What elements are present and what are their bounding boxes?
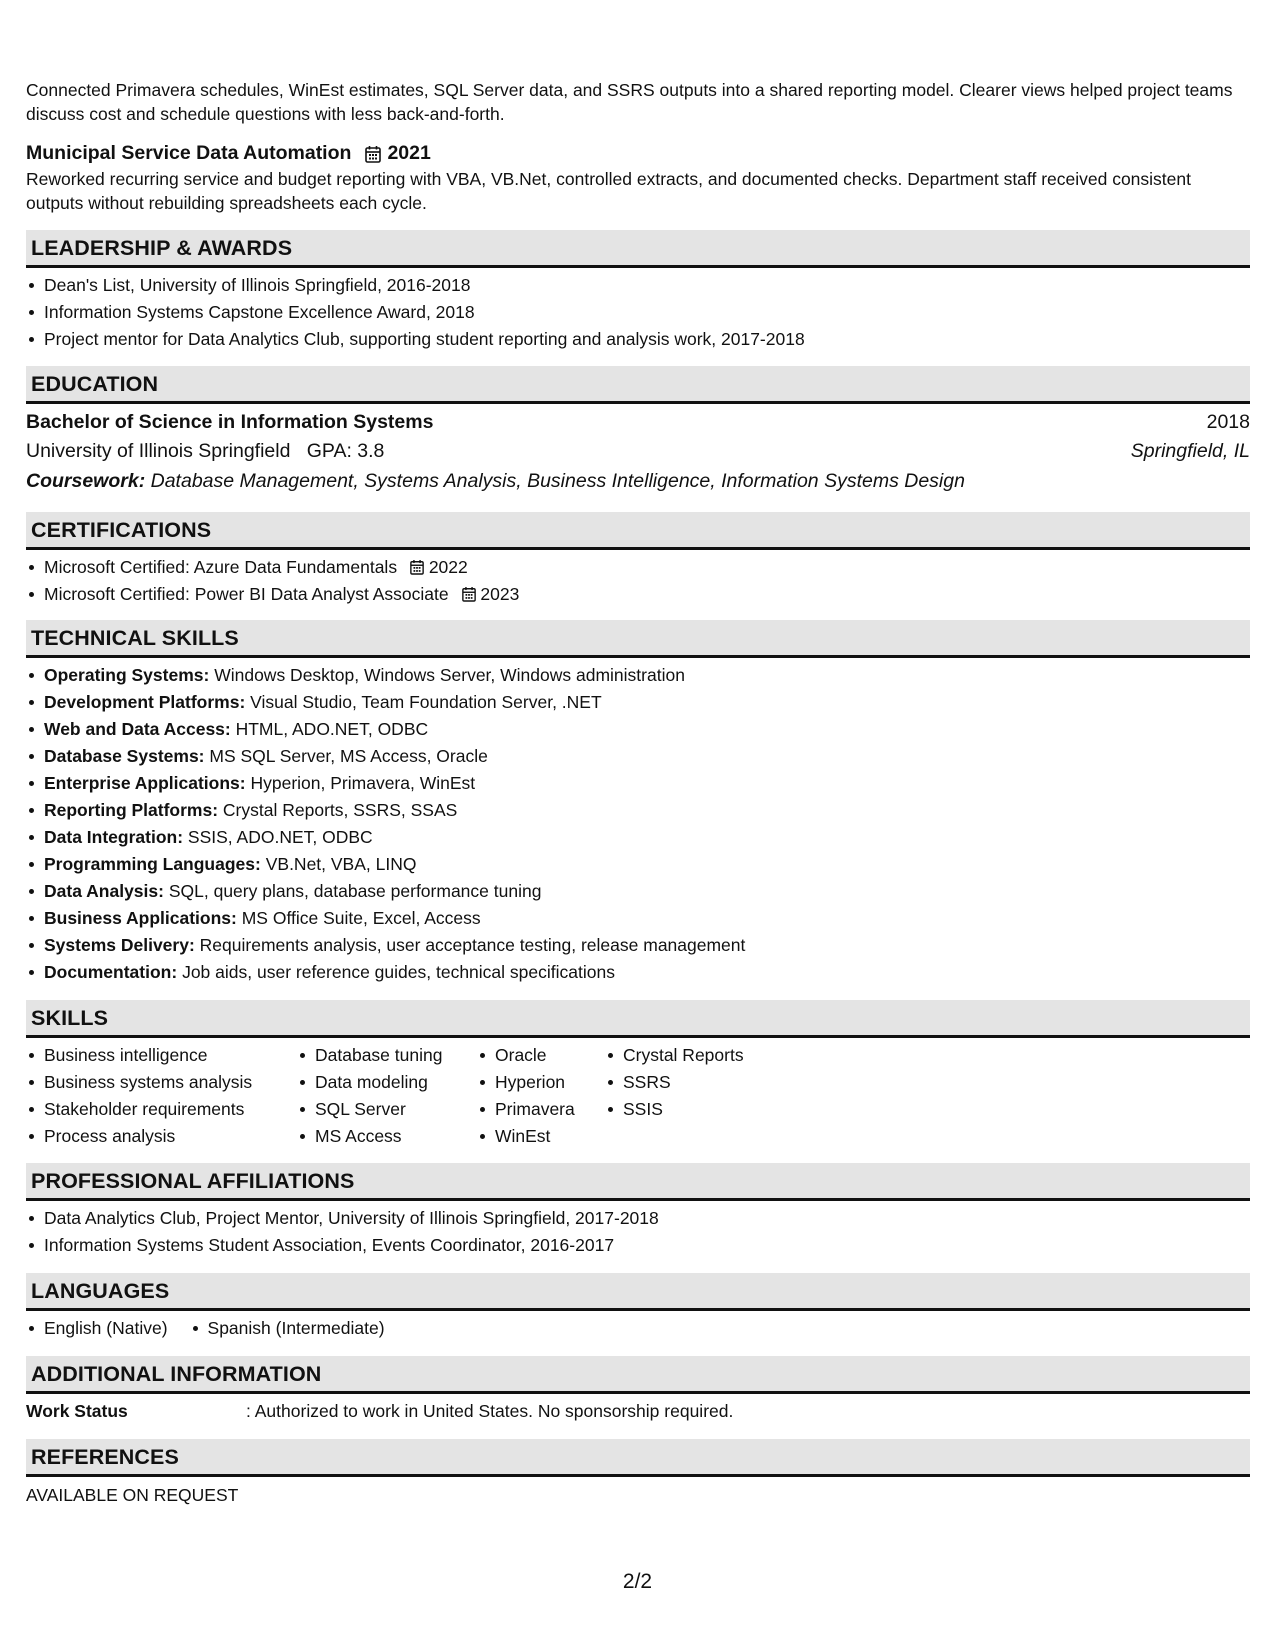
list-item: Project mentor for Data Analytics Club, supporting student reporting and analysis work, 2017-2018 bbox=[26, 326, 1250, 353]
skill-value: MS SQL Server, MS Access, Oracle bbox=[209, 746, 488, 767]
project-title-row bbox=[26, 139, 1250, 167]
coursework-list: Database Management, Systems Analysis, Business Intelligence, Information Systems Design bbox=[150, 470, 965, 493]
calendar-icon bbox=[462, 586, 476, 602]
education-school-row bbox=[26, 437, 1250, 466]
skill-row bbox=[26, 851, 1250, 878]
skill-row bbox=[26, 797, 1250, 824]
coursework-label: Coursework: bbox=[26, 470, 146, 493]
list-item: Hyperion bbox=[477, 1069, 605, 1096]
list-item: Process analysis bbox=[26, 1123, 297, 1150]
skill-label: Operating Systems: bbox=[44, 665, 210, 686]
skill-value: Windows Desktop, Windows Server, Windows administration bbox=[214, 665, 685, 686]
list-item: Spanish (Intermediate) bbox=[190, 1315, 385, 1342]
skill-value: Hyperion, Primavera, WinEst bbox=[250, 773, 476, 794]
skill-label: Web and Data Access: bbox=[44, 719, 231, 740]
skill-value: SSIS, ADO.NET, ODBC bbox=[187, 827, 373, 848]
list-item: Database tuning bbox=[297, 1042, 477, 1069]
list-item: Stakeholder requirements bbox=[26, 1096, 297, 1123]
page-number: 2/2 bbox=[622, 1570, 653, 1593]
project-year: 2021 bbox=[387, 141, 431, 164]
resume-page bbox=[26, 0, 1250, 1510]
technical-skills-list bbox=[26, 662, 1250, 986]
skill-value: Job aids, user reference guides, technical specifications bbox=[182, 962, 615, 983]
skills-column bbox=[477, 1042, 605, 1150]
list-item: WinEst bbox=[477, 1123, 605, 1150]
skills-columns bbox=[26, 1042, 1250, 1150]
skill-label: Business Applications: bbox=[44, 908, 237, 929]
skill-label: Documentation: bbox=[44, 962, 178, 983]
certification-year: 2022 bbox=[428, 557, 468, 578]
certifications-list bbox=[26, 554, 1250, 608]
skill-row bbox=[26, 824, 1250, 851]
skill-value: SQL, query plans, database performance tuning bbox=[168, 881, 542, 902]
work-status-row bbox=[26, 1396, 1250, 1426]
list-item: Information Systems Student Association, Events Coordinator, 2016-2017 bbox=[26, 1232, 1250, 1259]
skill-value: Requirements analysis, user acceptance testing, release management bbox=[199, 935, 746, 956]
list-item: Primavera bbox=[477, 1096, 605, 1123]
skill-row bbox=[26, 932, 1250, 959]
list-item: SSRS bbox=[605, 1069, 805, 1096]
section-heading-education: EDUCATION bbox=[26, 366, 1250, 404]
list-item: SQL Server bbox=[297, 1096, 477, 1123]
affiliations-list bbox=[26, 1205, 1250, 1259]
certification-name: Microsoft Certified: Azure Data Fundamentals bbox=[44, 557, 398, 578]
skill-row bbox=[26, 689, 1250, 716]
list-item: SSIS bbox=[605, 1096, 805, 1123]
skill-label: Reporting Platforms: bbox=[44, 800, 219, 821]
work-status-value: : Authorized to work in United States. No sponsorship required. bbox=[246, 1401, 734, 1422]
section-heading-affiliations: PROFESSIONAL AFFILIATIONS bbox=[26, 1163, 1250, 1201]
skill-value: MS Office Suite, Excel, Access bbox=[241, 908, 481, 929]
skill-value: HTML, ADO.NET, ODBC bbox=[235, 719, 429, 740]
skill-row bbox=[26, 959, 1250, 986]
skill-label: Systems Delivery: bbox=[44, 935, 195, 956]
skill-label: Data Analysis: bbox=[44, 881, 164, 902]
list-item: Dean's List, University of Illinois Springfield, 2016-2018 bbox=[26, 272, 1250, 299]
graduation-year: 2018 bbox=[1206, 411, 1250, 434]
list-item: Oracle bbox=[477, 1042, 605, 1069]
list-item: Business systems analysis bbox=[26, 1069, 297, 1096]
calendar-icon bbox=[365, 145, 379, 161]
degree: Bachelor of Science in Information Systems bbox=[26, 411, 434, 434]
project-description-previous: Connected Primavera schedules, WinEst estimates, SQL Server data, and SSRS outputs into a shared reporting model. Clearer views helped project teams discuss cost and schedule questions with less back-and-forth. bbox=[26, 80, 1233, 124]
skill-label: Data Integration: bbox=[44, 827, 184, 848]
project-title: Municipal Service Data Automation bbox=[26, 141, 352, 164]
list-item: Business intelligence bbox=[26, 1042, 297, 1069]
project-description: Reworked recurring service and budget reporting with VBA, VB.Net, controlled extracts, and documented checks. Department staff received consistent outputs without rebuilding spreadsheets each cycle. bbox=[26, 169, 1191, 213]
certification-item bbox=[26, 554, 1250, 581]
skill-row bbox=[26, 662, 1250, 689]
references-text: AVAILABLE ON REQUEST bbox=[26, 1485, 239, 1506]
section-heading-technical-skills: TECHNICAL SKILLS bbox=[26, 620, 1250, 658]
skills-column bbox=[605, 1042, 805, 1150]
section-heading-certifications: CERTIFICATIONS bbox=[26, 512, 1250, 550]
coursework bbox=[26, 466, 1250, 496]
certification-year: 2023 bbox=[480, 584, 520, 605]
section-heading-skills: SKILLS bbox=[26, 1000, 1250, 1038]
skills-column bbox=[297, 1042, 477, 1150]
skill-value: Crystal Reports, SSRS, SSAS bbox=[222, 800, 458, 821]
list-item: Crystal Reports bbox=[605, 1042, 805, 1069]
list-item: English (Native) bbox=[26, 1315, 168, 1342]
work-status-label: Work Status bbox=[26, 1401, 128, 1422]
skill-row bbox=[26, 878, 1250, 905]
skill-value: VB.Net, VBA, LINQ bbox=[265, 854, 417, 875]
gpa: GPA: 3.8 bbox=[306, 440, 385, 463]
list-item: Information Systems Capstone Excellence Award, 2018 bbox=[26, 299, 1250, 326]
leadership-list bbox=[26, 272, 1250, 352]
skill-label: Enterprise Applications: bbox=[44, 773, 246, 794]
certification-name: Microsoft Certified: Power BI Data Analyst Associate bbox=[44, 584, 449, 605]
school-location: Springfield, IL bbox=[1130, 440, 1250, 463]
school-name: University of Illinois Springfield bbox=[26, 440, 291, 463]
section-heading-references: REFERENCES bbox=[26, 1439, 1250, 1477]
skill-label: Database Systems: bbox=[44, 746, 205, 767]
section-heading-additional: ADDITIONAL INFORMATION bbox=[26, 1356, 1250, 1394]
skills-column bbox=[26, 1042, 297, 1150]
skill-row bbox=[26, 716, 1250, 743]
skill-row bbox=[26, 743, 1250, 770]
skill-label: Programming Languages: bbox=[44, 854, 261, 875]
skill-value: Visual Studio, Team Foundation Server, .NET bbox=[250, 692, 602, 713]
section-heading-leadership: LEADERSHIP & AWARDS bbox=[26, 230, 1250, 268]
section-heading-languages: LANGUAGES bbox=[26, 1273, 1250, 1311]
skill-row bbox=[26, 770, 1250, 797]
list-item: MS Access bbox=[297, 1123, 477, 1150]
skill-row bbox=[26, 905, 1250, 932]
skill-label: Development Platforms: bbox=[44, 692, 246, 713]
list-item: Data modeling bbox=[297, 1069, 477, 1096]
certification-item bbox=[26, 581, 1250, 608]
calendar-icon bbox=[410, 559, 424, 575]
education-degree-row bbox=[26, 408, 1250, 437]
list-item: Data Analytics Club, Project Mentor, University of Illinois Springfield, 2017-2018 bbox=[26, 1205, 1250, 1232]
languages-list bbox=[26, 1315, 1250, 1342]
